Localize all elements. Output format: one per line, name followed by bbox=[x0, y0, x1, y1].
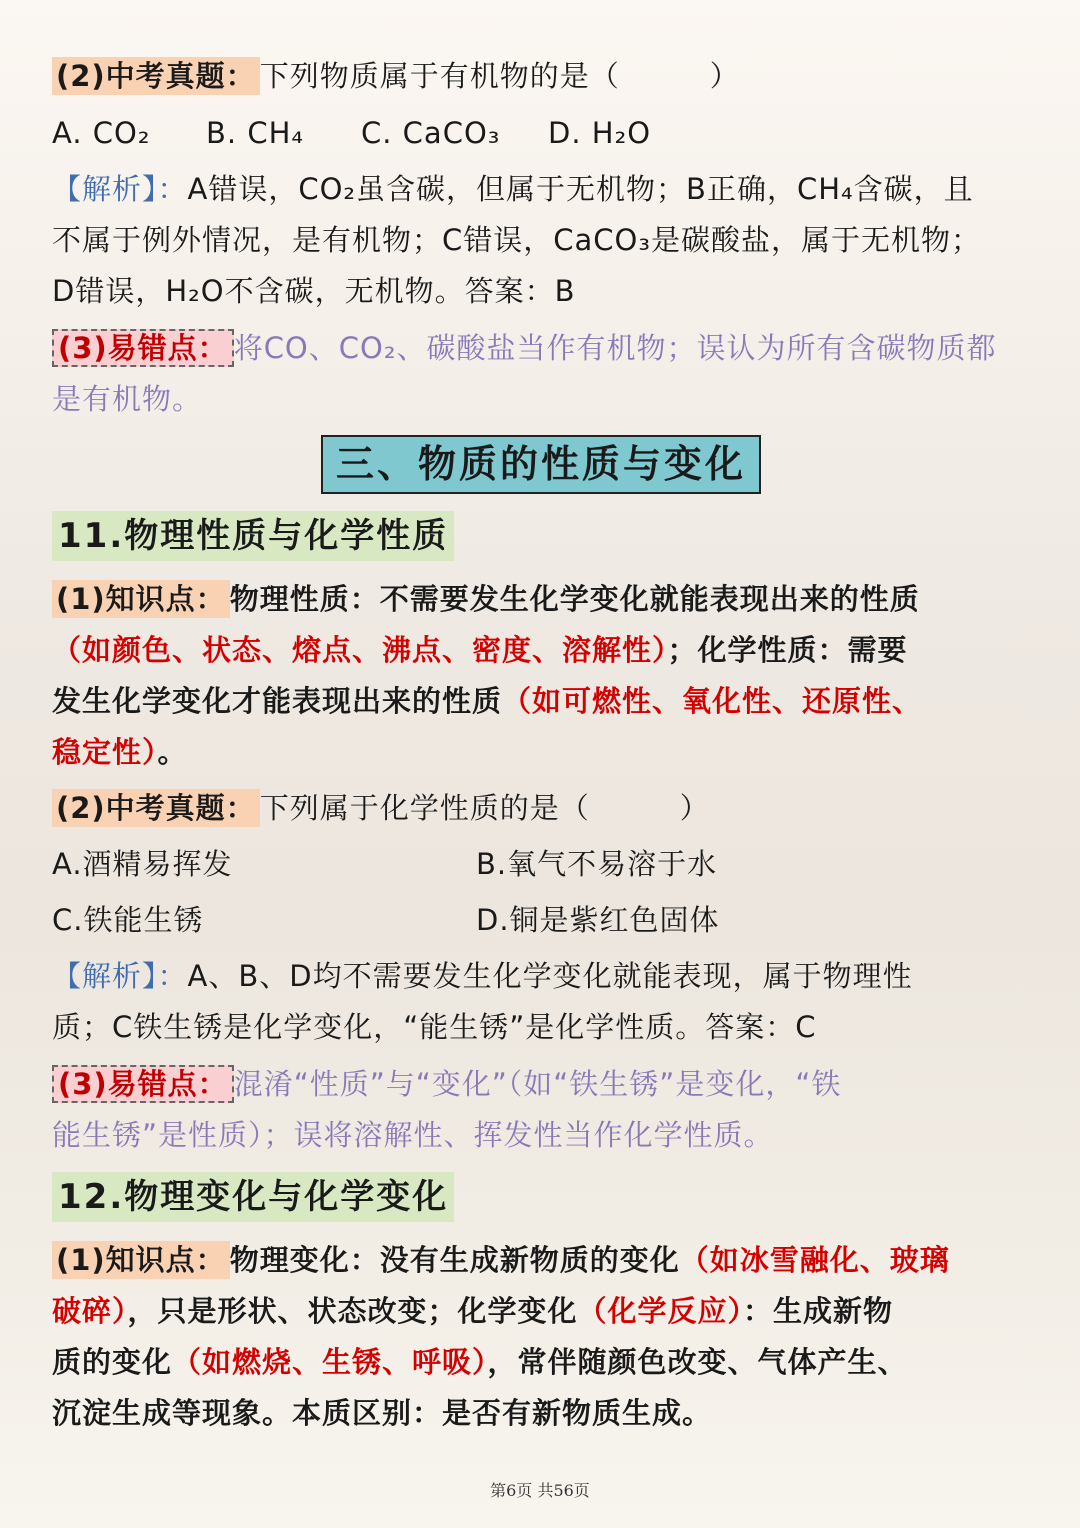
analysis-tag: 【解析】： bbox=[52, 959, 188, 993]
knowledge-line bbox=[52, 578, 1028, 620]
knowledge-example: （如冰雪融化、玻璃 bbox=[679, 1243, 950, 1277]
error-line: 能生锈”是性质）；误将溶解性、挥发性当作化学性质。 bbox=[52, 1118, 774, 1152]
knowledge-line bbox=[52, 629, 1028, 671]
knowledge-text: ，只是形状、状态改变；化学变化 bbox=[127, 1294, 578, 1328]
knowledge-text: ；化学性质：需要 bbox=[667, 633, 908, 667]
section-title: 三、物质的性质与变化 bbox=[321, 435, 761, 494]
error-line bbox=[52, 1063, 1028, 1105]
error-text: 混淆“性质”与“变化”（如“铁生锈”是变化，“铁 bbox=[233, 1067, 842, 1101]
subsection-title: 12.物理变化与化学变化 bbox=[52, 1172, 454, 1222]
knowledge-text: 发生化学变化才能表现出来的性质 bbox=[52, 684, 503, 718]
error-text: 将CO、CO₂、碳酸盐当作有机物；误认为所有含碳物质都 bbox=[233, 331, 997, 365]
exam-question: 下列属于化学性质的是（ ） bbox=[259, 791, 710, 825]
analysis-line bbox=[52, 955, 1028, 997]
error-tag: (3)易错点： bbox=[52, 1065, 234, 1103]
knowledge-text: ：生成新物 bbox=[743, 1294, 894, 1328]
analysis-tag: 【解析】： bbox=[52, 172, 188, 206]
subsection-title: 11.物理性质与化学性质 bbox=[52, 511, 454, 561]
option-b: B.氧气不易溶于水 bbox=[476, 847, 718, 881]
knowledge-example: 破碎） bbox=[52, 1294, 128, 1328]
option-c: C.铁能生锈 bbox=[52, 903, 204, 937]
knowledge-line bbox=[52, 1341, 1028, 1383]
knowledge-text: 物理性质：不需要发生化学变化就能表现出来的性质 bbox=[229, 582, 920, 616]
error-line: 是有机物。 bbox=[52, 382, 203, 416]
exam-tag: (2)中考真题： bbox=[52, 789, 260, 827]
option-d: D. H₂O bbox=[548, 116, 652, 150]
option-c: C. CaCO₃ bbox=[361, 116, 501, 150]
analysis-text: A、B、D均不需要发生化学变化就能表现，属于物理性 bbox=[187, 959, 913, 993]
knowledge-line bbox=[52, 731, 1028, 773]
knowledge-example: （如燃烧、生锈、呼吸） bbox=[172, 1345, 488, 1379]
knowledge-line bbox=[52, 1239, 1028, 1281]
error-tag: (3)易错点： bbox=[52, 329, 234, 367]
q10-exam-line bbox=[52, 55, 1028, 97]
knowledge-text: 。 bbox=[157, 735, 188, 769]
exam-question: 下列物质属于有机物的是（ ） bbox=[259, 59, 740, 93]
page-footer: 第6页 共56页 bbox=[490, 1481, 590, 1500]
option-a: A.酒精易挥发 bbox=[52, 847, 233, 881]
analysis-line: 不属于例外情况，是有机物；C错误，CaCO₃是碳酸盐，属于无机物； bbox=[52, 223, 981, 257]
knowledge-text: ，常伴随颜色改变、气体产生、 bbox=[487, 1345, 908, 1379]
exam-line bbox=[52, 787, 1028, 829]
exam-tag: (2)中考真题： bbox=[52, 57, 260, 95]
knowledge-line bbox=[52, 1290, 1028, 1332]
knowledge-example: 稳定性） bbox=[52, 735, 158, 769]
analysis-text: A错误，CO₂虽含碳，但属于无机物；B正确，CH₄含碳，且 bbox=[187, 172, 974, 206]
knowledge-line bbox=[52, 680, 1028, 722]
knowledge-text: 物理变化：没有生成新物质的变化 bbox=[229, 1243, 680, 1277]
knowledge-example: （如颜色、状态、熔点、沸点、密度、溶解性） bbox=[52, 633, 668, 667]
knowledge-example: （如可燃性、氧化性、还原性、 bbox=[502, 684, 923, 718]
option-b: B. CH₄ bbox=[206, 116, 305, 150]
option-d: D.铜是紫红色固体 bbox=[476, 903, 720, 937]
analysis-line: 质；C铁生锈是化学变化，“能生锈”是化学性质。答案：C bbox=[52, 1010, 817, 1044]
knowledge-tag: (1)知识点： bbox=[52, 1241, 230, 1279]
error-line bbox=[52, 327, 1028, 369]
knowledge-tag: (1)知识点： bbox=[52, 580, 230, 618]
analysis-line bbox=[52, 168, 1028, 210]
knowledge-example: （化学反应） bbox=[577, 1294, 744, 1328]
knowledge-text: 质的变化 bbox=[52, 1345, 173, 1379]
option-a: A. CO₂ bbox=[52, 116, 151, 150]
knowledge-line: 沉淀生成等现象。本质区别：是否有新物质生成。 bbox=[52, 1396, 713, 1430]
analysis-line: D错误，H₂O不含碳，无机物。答案：B bbox=[52, 274, 576, 308]
